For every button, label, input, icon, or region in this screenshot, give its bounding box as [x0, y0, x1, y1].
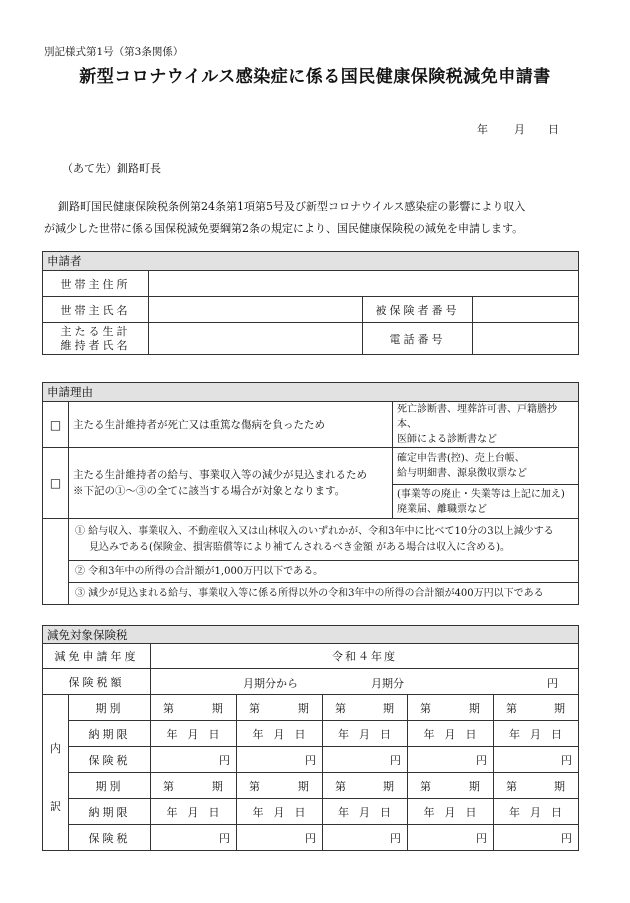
period-cell[interactable] — [494, 773, 579, 799]
breakdown-label — [43, 695, 69, 851]
application-year-value: 令和４年度 — [151, 644, 579, 669]
period-cell[interactable] — [323, 773, 408, 799]
reason2-line1: 主たる生計維持者の給与、事業収入等の減少が見込まれるため — [73, 469, 367, 481]
due-day: 日 — [380, 727, 392, 741]
statement-line-2: が減少した世帯に係る国保税減免要綱第2条の規定により、国民健康保険税の減免を申請します。 — [44, 222, 524, 235]
installment-amount-cell[interactable]: 円 — [323, 825, 408, 851]
application-statement — [44, 196, 584, 240]
household-head-name-label: 世帯主氏名 — [43, 297, 149, 323]
due-date-label: 納期限 — [69, 721, 151, 747]
amount-yen-label: 円 — [547, 677, 559, 690]
form-number: 別記様式第1号（第3条関係） — [44, 46, 184, 58]
reason1-documents — [393, 402, 579, 448]
installment-amount-cell[interactable]: 円 — [408, 747, 494, 773]
due-day: 日 — [380, 805, 392, 819]
installment-tax-label: 保険税 — [69, 747, 151, 773]
tax-amount-label: 保険税額 — [43, 669, 151, 695]
applicant-table — [42, 251, 579, 355]
reason2-documents-b — [393, 485, 579, 519]
reason1-docs-line1: 死亡診断書、埋葬許可書、戸籍謄抄本、 — [397, 404, 557, 430]
tax-amount-field[interactable] — [151, 669, 579, 695]
maintainer-label-line2: 維持者氏名 — [60, 338, 131, 352]
date-day-label: 日 — [548, 123, 559, 136]
installment-amount-cell[interactable]: 円 — [237, 747, 323, 773]
period-to-label: 月期分 — [371, 677, 404, 690]
period-label: 期別 — [69, 773, 151, 799]
period-cell[interactable] — [151, 695, 237, 721]
period-cell[interactable] — [237, 695, 323, 721]
due-day: 日 — [294, 727, 307, 741]
period-prefix: 第 — [249, 779, 260, 793]
breakdown-label-2: 訳 — [50, 799, 61, 813]
period-cell[interactable] — [408, 695, 494, 721]
application-year-label: 減免申請年度 — [43, 644, 151, 669]
household-head-name-field[interactable] — [149, 297, 363, 323]
reason2-docs-b-line2: 廃業届、離職票など — [397, 503, 487, 515]
period-suffix: 期 — [211, 779, 223, 793]
due-year: 年 — [509, 727, 522, 741]
due-date-cell[interactable] — [408, 721, 494, 747]
insured-number-label: 被保険者番号 — [363, 297, 473, 323]
due-date-cell[interactable] — [323, 721, 408, 747]
installment-amount-cell[interactable]: 円 — [323, 747, 408, 773]
installment-tax-label: 保険税 — [69, 825, 151, 851]
due-year: 年 — [252, 805, 265, 819]
period-prefix: 第 — [163, 701, 174, 715]
addressee: （あて先）釧路町長 — [62, 162, 161, 175]
installment-amount-cell[interactable]: 円 — [151, 825, 237, 851]
due-day: 日 — [551, 727, 564, 741]
reason2-text — [69, 448, 393, 519]
reason1-text: 主たる生計維持者が死亡又は重篤な傷病を負ったため — [69, 402, 393, 448]
period-label: 期別 — [69, 695, 151, 721]
reasons-table — [42, 382, 579, 605]
due-month: 月 — [273, 727, 286, 741]
due-day: 日 — [465, 805, 478, 819]
breakdown-label-1: 内 — [50, 741, 61, 755]
due-date-cell[interactable] — [494, 721, 579, 747]
household-address-label: 世帯主住所 — [43, 271, 149, 297]
due-month: 月 — [187, 805, 200, 819]
installment-amount-cell[interactable]: 円 — [237, 825, 323, 851]
due-date-cell[interactable] — [408, 799, 494, 825]
applicant-section-title: 申請者 — [43, 252, 579, 271]
due-month: 月 — [444, 805, 457, 819]
due-date-cell[interactable] — [494, 799, 579, 825]
period-suffix: 期 — [382, 701, 394, 715]
due-day: 日 — [208, 727, 221, 741]
period-cell[interactable] — [494, 695, 579, 721]
due-year: 年 — [338, 727, 350, 741]
due-year: 年 — [252, 727, 265, 741]
reason1-checkbox[interactable]: □ — [43, 402, 69, 448]
insured-number-field[interactable] — [473, 297, 579, 323]
reason2-checkbox[interactable]: □ — [43, 448, 69, 519]
statement-line-1: 釧路町国民健康保険税条例第24条第1項第5号及び新型コロナウイルス感染症の影響により収入 — [58, 200, 526, 213]
period-prefix: 第 — [420, 779, 431, 793]
household-address-field[interactable] — [149, 271, 579, 297]
due-day: 日 — [294, 805, 307, 819]
due-year: 年 — [166, 727, 179, 741]
period-suffix: 期 — [297, 701, 309, 715]
period-suffix: 期 — [553, 779, 565, 793]
due-year: 年 — [338, 805, 350, 819]
period-suffix: 期 — [468, 779, 480, 793]
period-prefix: 第 — [335, 779, 346, 793]
due-date-cell[interactable] — [237, 799, 323, 825]
period-suffix: 期 — [468, 701, 480, 715]
due-day: 日 — [208, 805, 221, 819]
phone-field[interactable] — [473, 323, 579, 355]
due-year: 年 — [166, 805, 179, 819]
condition-2: ② 令和3年中の所得の合計額が1,000万円以下である。 — [69, 561, 579, 583]
installment-amount-cell[interactable]: 円 — [494, 747, 579, 773]
due-month: 月 — [530, 805, 543, 819]
maintainer-label-line1: 主たる生計 — [60, 324, 131, 338]
period-from-label: 月期分から — [243, 677, 298, 690]
due-date-cell[interactable] — [151, 721, 237, 747]
period-suffix: 期 — [553, 701, 565, 715]
reason2-docs-b-line1: (事業等の廃止・失業等は上記に加え) — [397, 488, 565, 500]
reason2-docs-a-line2: 給与明細書、源泉徴収票など — [397, 468, 527, 479]
due-month: 月 — [444, 727, 457, 741]
period-prefix: 第 — [335, 701, 346, 715]
due-year: 年 — [423, 805, 436, 819]
due-year: 年 — [423, 727, 436, 741]
date-month-label: 月 — [514, 123, 525, 136]
due-day: 日 — [465, 727, 478, 741]
due-date-cell[interactable] — [151, 799, 237, 825]
condition-1-line2: 見込みである(保険金、損害賠償等により補てんされるべき金額 がある場合は収入に含める)。 — [89, 541, 510, 553]
period-cell[interactable] — [151, 773, 237, 799]
maintainer-name-label — [43, 323, 149, 355]
due-month: 月 — [530, 727, 543, 741]
page-title: 新型コロナウイルス感染症に係る国民健康保険税減免申請書 — [79, 67, 551, 87]
period-prefix: 第 — [163, 779, 174, 793]
due-month: 月 — [359, 805, 371, 819]
period-prefix: 第 — [506, 701, 517, 715]
period-suffix: 期 — [297, 779, 309, 793]
tax-section-title: 減免対象保険税 — [43, 626, 579, 644]
reason2-docs-a-line1: 確定申告書(控)、売上台帳、 — [397, 453, 525, 464]
due-date-cell[interactable] — [237, 721, 323, 747]
due-month: 月 — [187, 727, 200, 741]
installment-amount-cell[interactable]: 円 — [494, 825, 579, 851]
reasons-section-title: 申請理由 — [43, 383, 579, 402]
installment-amount-cell[interactable]: 円 — [151, 747, 237, 773]
period-prefix: 第 — [420, 701, 431, 715]
due-month: 月 — [359, 727, 371, 741]
period-cell[interactable] — [323, 695, 408, 721]
reason2-line2: ※下記の①～③の全てに該当する場合が対象となります。 — [73, 485, 346, 497]
period-cell[interactable] — [408, 773, 494, 799]
due-day: 日 — [551, 805, 564, 819]
period-prefix: 第 — [506, 779, 517, 793]
due-date-label: 納期限 — [69, 799, 151, 825]
conditions-spacer — [43, 519, 69, 605]
condition-3: ③ 減少が見込まれる給与、事業収入等に係る所得以外の令和3年中の所得の合計額が400万円以下である — [69, 583, 579, 605]
tax-table — [42, 625, 579, 851]
reason1-docs-line2: 医師による診断書など — [397, 434, 497, 445]
condition-1 — [69, 519, 579, 561]
installment-amount-cell[interactable]: 円 — [408, 825, 494, 851]
phone-label: 電話番号 — [363, 323, 473, 355]
period-prefix: 第 — [249, 701, 260, 715]
due-year: 年 — [509, 805, 522, 819]
period-cell[interactable] — [237, 773, 323, 799]
maintainer-name-field[interactable] — [149, 323, 363, 355]
reason2-documents-a — [393, 448, 579, 485]
due-date-cell[interactable] — [323, 799, 408, 825]
period-suffix: 期 — [382, 779, 394, 793]
date-year-label: 年 — [477, 123, 488, 136]
period-suffix: 期 — [211, 701, 223, 715]
due-month: 月 — [273, 805, 286, 819]
condition-1-line1: ① 給与収入、事業収入、不動産収入又は山林収入のいずれかが、令和3年中に比べて10分の3以上減少する — [75, 525, 554, 537]
